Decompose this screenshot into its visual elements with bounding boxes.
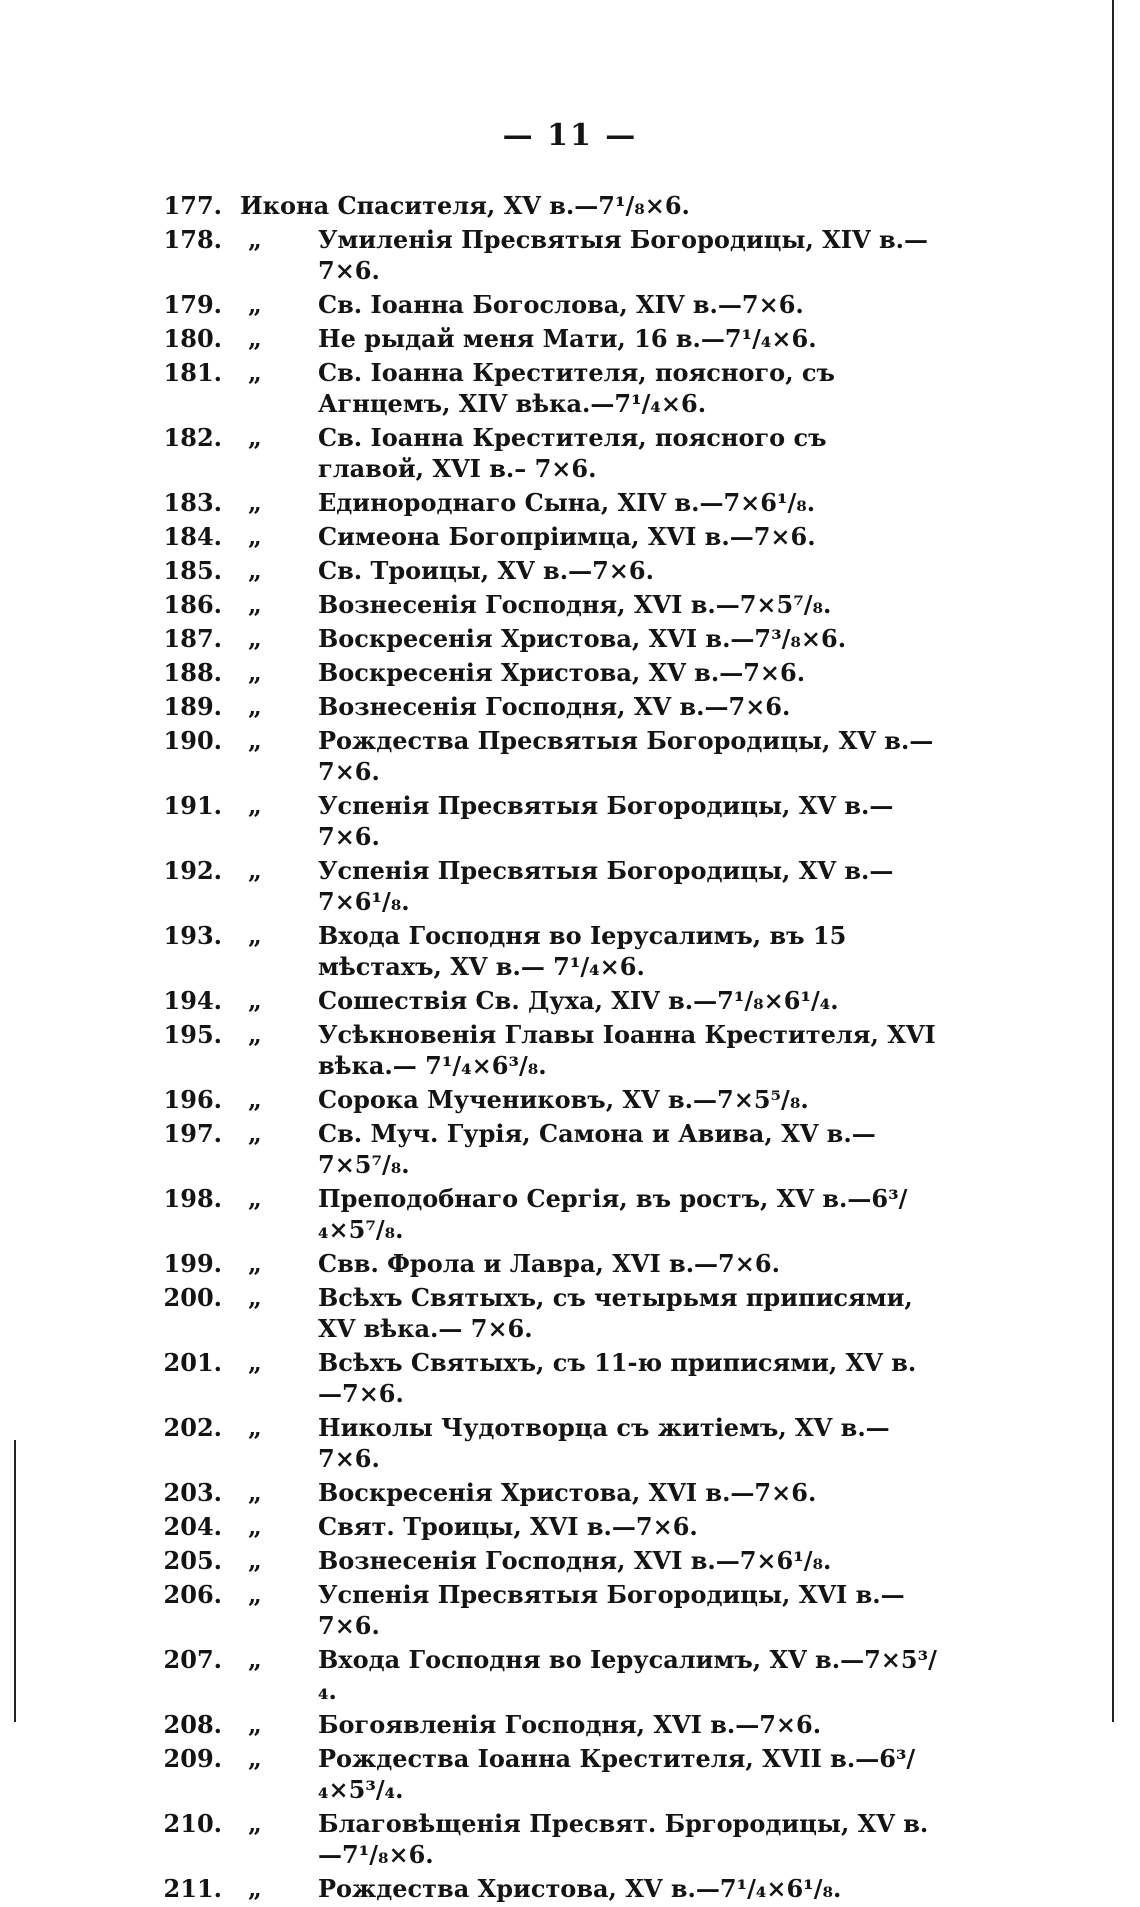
item-number: 198. — [163, 1184, 222, 1213]
ditto-mark: „ — [248, 1085, 262, 1114]
item-text: Преподобнаго Сергія, въ ростъ, XV в.—6³/₄×5⁷/₈. — [318, 1184, 908, 1244]
list-item-first — [0, 190, 1140, 221]
item-text: Николы Чудотворца съ житіемъ, XV в.—7×6. — [318, 1413, 890, 1473]
list-item — [0, 725, 1140, 787]
item-number: 190. — [163, 726, 222, 755]
item-text: Единороднаго Сына, XIV в.—7×6¹/₈. — [318, 488, 816, 517]
ditto-mark: „ — [248, 522, 262, 551]
item-text: Успенія Пресвятыя Богородицы, XV в.—7×6. — [318, 791, 894, 851]
item-number: 180. — [163, 324, 222, 353]
item-number: 199. — [163, 1249, 222, 1278]
list-item — [0, 657, 1140, 688]
ditto-mark: „ — [248, 1478, 262, 1507]
list-item — [0, 1873, 1140, 1904]
item-number: 192. — [163, 856, 222, 885]
item-text: Усѣкновенія Главы Іоанна Крестителя, XVI вѣка.— 7¹/₄×6³/₈. — [318, 1020, 936, 1080]
item-number: 184. — [163, 522, 222, 551]
item-number: 204. — [163, 1512, 222, 1541]
item-text: Св. Іоанна Богослова, XIV в.—7×6. — [318, 290, 804, 319]
list-item — [0, 555, 1140, 586]
ditto-mark: „ — [248, 1348, 262, 1377]
list-item — [0, 1118, 1140, 1180]
list-item — [0, 1743, 1140, 1805]
list-item — [0, 1347, 1140, 1409]
list-item — [0, 289, 1140, 320]
item-number: 206. — [163, 1580, 222, 1609]
item-text: Вознесенія Господня, XVI в.—7×5⁷/₈. — [318, 590, 832, 619]
item-number: 211. — [163, 1874, 222, 1903]
ditto-mark: „ — [248, 692, 262, 721]
item-text: Симеона Богопріимца, XVI в.—7×6. — [318, 522, 816, 551]
list-item — [0, 422, 1140, 484]
item-number: 191. — [163, 791, 222, 820]
item-text: Богоявленія Господня, XVI в.—7×6. — [318, 1710, 822, 1739]
entries-container — [0, 224, 1140, 1904]
list-item — [0, 1709, 1140, 1740]
list-item — [0, 1019, 1140, 1081]
list-item — [0, 623, 1140, 654]
item-number: 207. — [163, 1645, 222, 1674]
item-text: Свят. Троицы, XVI в.—7×6. — [318, 1512, 698, 1541]
page-number: — 11 — — [502, 118, 638, 153]
list-item — [0, 224, 1140, 286]
item-text: Не рыдай меня Мати, 16 в.—7¹/₄×6. — [318, 324, 817, 353]
list-item — [0, 920, 1140, 982]
item-text: Св. Іоанна Крестителя, поясного съ главой, XVI в.– 7×6. — [318, 423, 827, 483]
list-item — [0, 1282, 1140, 1344]
item-text: Входа Господня во Іерусалимъ, въ 15 мѣстахъ, XV в.— 7¹/₄×6. — [318, 921, 847, 981]
item-number: 179. — [163, 290, 222, 319]
item-number: 201. — [163, 1348, 222, 1377]
ditto-mark: „ — [248, 1249, 262, 1278]
list-item — [0, 1183, 1140, 1245]
item-text: Вознесенія Господня, XV в.—7×6. — [318, 692, 791, 721]
ditto-mark: „ — [248, 1283, 262, 1312]
ditto-mark: „ — [248, 1546, 262, 1575]
list-item — [0, 1412, 1140, 1474]
item-text: Успенія Пресвятыя Богородицы, XV в.—7×6¹/₈. — [318, 856, 894, 916]
item-text: Воскресенія Христова, XV в.—7×6. — [318, 658, 806, 687]
list-item — [0, 691, 1140, 722]
ditto-mark: „ — [248, 726, 262, 755]
item-text: Св. Іоанна Крестителя, поясного, съ Агнцемъ, XIV вѣка.—7¹/₄×6. — [318, 358, 835, 418]
item-number: 188. — [163, 658, 222, 687]
ditto-mark: „ — [248, 556, 262, 585]
catalog-list — [0, 190, 1140, 1907]
item-number: 189. — [163, 692, 222, 721]
ditto-mark: „ — [248, 358, 262, 387]
item-number: 195. — [163, 1020, 222, 1049]
item-text: Рождества Христова, XV в.—7¹/₄×6¹/₈. — [318, 1874, 842, 1903]
item-text: Благовѣщенія Пресвят. Бргородицы, XV в.—7¹/₈×6. — [318, 1809, 929, 1869]
item-number: 187. — [163, 624, 222, 653]
item-number: 208. — [163, 1710, 222, 1739]
list-item — [0, 323, 1140, 354]
item-number: 177. — [163, 191, 222, 220]
list-item — [0, 1644, 1140, 1706]
ditto-mark: „ — [248, 1512, 262, 1541]
list-item — [0, 589, 1140, 620]
item-number: 194. — [163, 986, 222, 1015]
list-item — [0, 487, 1140, 518]
item-text: Входа Господня во Іерусалимъ, XV в.—7×5³/₄. — [318, 1645, 937, 1705]
item-text: Св. Троицы, XV в.—7×6. — [318, 556, 654, 585]
item-text: Вознесенія Господня, XVI в.—7×6¹/₈. — [318, 1546, 832, 1575]
item-number: 182. — [163, 423, 222, 452]
ditto-mark: „ — [248, 658, 262, 687]
ditto-mark: „ — [248, 225, 262, 254]
item-text: Рождества Пресвятыя Богородицы, XV в.—7×6. — [318, 726, 934, 786]
list-item — [0, 985, 1140, 1016]
item-text: Всѣхъ Святыхъ, съ 11-ю приписями, XV в.—7×6. — [318, 1348, 917, 1408]
ditto-mark: „ — [248, 1020, 262, 1049]
item-text: Св. Муч. Гурія, Самона и Авива, XV в.—7×5⁷/₈. — [318, 1119, 876, 1179]
item-number: 203. — [163, 1478, 222, 1507]
item-number: 185. — [163, 556, 222, 585]
item-text: Рождества Іоанна Крестителя, XVII в.—6³/₄×5³/₄. — [318, 1744, 916, 1804]
ditto-mark: „ — [248, 590, 262, 619]
ditto-mark: „ — [248, 1645, 262, 1674]
ditto-mark: „ — [248, 488, 262, 517]
ditto-mark: „ — [248, 324, 262, 353]
item-number: 181. — [163, 358, 222, 387]
list-item — [0, 1248, 1140, 1279]
item-number: 196. — [163, 1085, 222, 1114]
ditto-mark: „ — [248, 1809, 262, 1838]
list-item — [0, 1084, 1140, 1115]
item-number: 197. — [163, 1119, 222, 1148]
item-text: Умиленія Пресвятыя Богородицы, XIV в.—7×6. — [318, 225, 929, 285]
item-number: 186. — [163, 590, 222, 619]
list-item — [0, 790, 1140, 852]
ditto-mark: „ — [248, 290, 262, 319]
ditto-mark: „ — [248, 1710, 262, 1739]
ditto-mark: „ — [248, 1119, 262, 1148]
ditto-mark: „ — [248, 921, 262, 950]
ditto-mark: „ — [248, 624, 262, 653]
item-number: 178. — [163, 225, 222, 254]
item-number: 205. — [163, 1546, 222, 1575]
item-number: 193. — [163, 921, 222, 950]
item-text: Воскресенія Христова, XVI в.—7×6. — [318, 1478, 817, 1507]
ditto-mark: „ — [248, 423, 262, 452]
list-item — [0, 357, 1140, 419]
item-text: Воскресенія Христова, XVI в.—7³/₈×6. — [318, 624, 847, 653]
item-text: Успенія Пресвятыя Богородицы, XVI в.—7×6. — [318, 1580, 905, 1640]
ditto-mark: „ — [248, 986, 262, 1015]
ditto-mark: „ — [248, 856, 262, 885]
item-number: 183. — [163, 488, 222, 517]
list-item — [0, 1808, 1140, 1870]
item-text: Сорока Мучениковъ, XV в.—7×5⁵/₈. — [318, 1085, 809, 1114]
list-item — [0, 855, 1140, 917]
list-item — [0, 1579, 1140, 1641]
item-number: 202. — [163, 1413, 222, 1442]
item-text: Икона Спасителя, XV в.—7¹/₈×6. — [240, 191, 690, 220]
ditto-mark: „ — [248, 1874, 262, 1903]
ditto-mark: „ — [248, 1184, 262, 1213]
item-number: 210. — [163, 1809, 222, 1838]
item-text: Всѣхъ Святыхъ, съ четырьмя приписями, XV вѣка.— 7×6. — [318, 1283, 913, 1343]
list-item — [0, 1477, 1140, 1508]
list-item — [0, 1511, 1140, 1542]
ditto-mark: „ — [248, 1580, 262, 1609]
ditto-mark: „ — [248, 1413, 262, 1442]
item-text: Сошествія Св. Духа, XIV в.—7¹/₈×6¹/₄. — [318, 986, 839, 1015]
list-item — [0, 1545, 1140, 1576]
ditto-mark: „ — [248, 1744, 262, 1773]
list-item — [0, 521, 1140, 552]
item-text: Свв. Фрола и Лавра, XVI в.—7×6. — [318, 1249, 780, 1278]
ditto-mark: „ — [248, 791, 262, 820]
item-number: 200. — [163, 1283, 222, 1312]
item-number: 209. — [163, 1744, 222, 1773]
